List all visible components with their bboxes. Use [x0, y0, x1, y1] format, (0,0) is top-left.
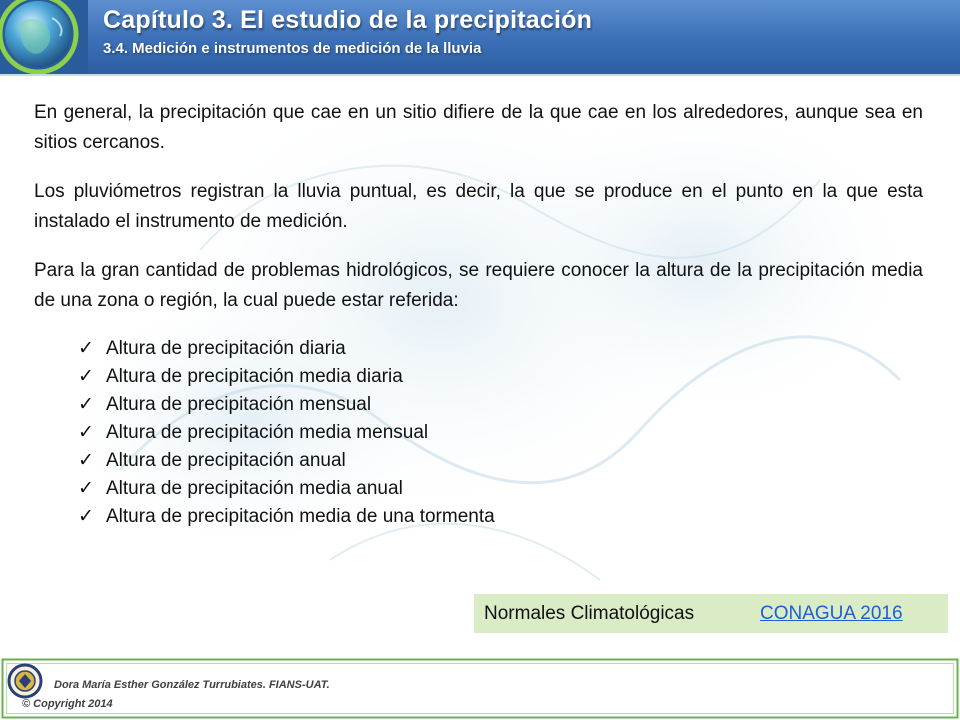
checkmark-icon: ✓ [78, 478, 94, 499]
list-item-label: Altura de precipitación media mensual [106, 422, 429, 443]
paragraph: En general, la precipitación que cae en un sitio difiere de la que cae en los alrededores, aunque sea en sitios cercanos. [34, 102, 923, 153]
conagua-note-box [474, 594, 948, 633]
list-item-label: Altura de precipitación anual [106, 450, 346, 471]
checkmark-icon: ✓ [78, 506, 94, 527]
footer-copyright: © Copyright 2014 [22, 698, 113, 710]
page-subtitle: 3.4. Medición e instrumentos de medición de la lluvia [103, 40, 482, 57]
list-item-label: Altura de precipitación media diaria [106, 366, 403, 387]
slide-body [34, 98, 923, 531]
list-item-label: Altura de precipitación media anual [106, 478, 403, 499]
globe-logo-icon [0, 0, 88, 74]
list-item [78, 503, 923, 531]
list-item-label: Altura de precipitación mensual [106, 394, 372, 415]
page-title: Capítulo 3. El estudio de la precipitación [103, 6, 593, 34]
list-item-label: Altura de precipitación diaria [106, 338, 346, 359]
checkmark-icon: ✓ [78, 366, 94, 387]
checkmark-icon: ✓ [78, 422, 94, 443]
checkmark-icon: ✓ [78, 338, 94, 359]
precipitation-list [34, 335, 923, 531]
university-seal-icon [7, 663, 43, 699]
paragraph: Los pluviómetros registran la lluvia puntual, es decir, la que se produce en el punto en la que esta instalado el instrumento de medición. [34, 181, 923, 232]
slide-header [0, 0, 960, 76]
conagua-link[interactable]: CONAGUA 2016 [760, 603, 903, 624]
list-item-label: Altura de precipitación media de una tormenta [106, 506, 495, 527]
checkmark-icon: ✓ [78, 394, 94, 415]
slide-footer [0, 657, 960, 720]
footer-author: Dora María Esther González Turrubiates. FIANS-UAT. [54, 679, 330, 691]
paragraph: Para la gran cantidad de problemas hidrológicos, se requiere conocer la altura de la precipitación media de una zona o región, la cual puede estar referida: [34, 260, 923, 311]
list-item [78, 419, 923, 447]
conagua-note-label: Normales Climatológicas [484, 603, 695, 624]
list-item [78, 363, 923, 391]
list-item [78, 475, 923, 503]
list-item [78, 447, 923, 475]
checkmark-icon: ✓ [78, 450, 94, 471]
list-item [78, 335, 923, 363]
list-item [78, 391, 923, 419]
